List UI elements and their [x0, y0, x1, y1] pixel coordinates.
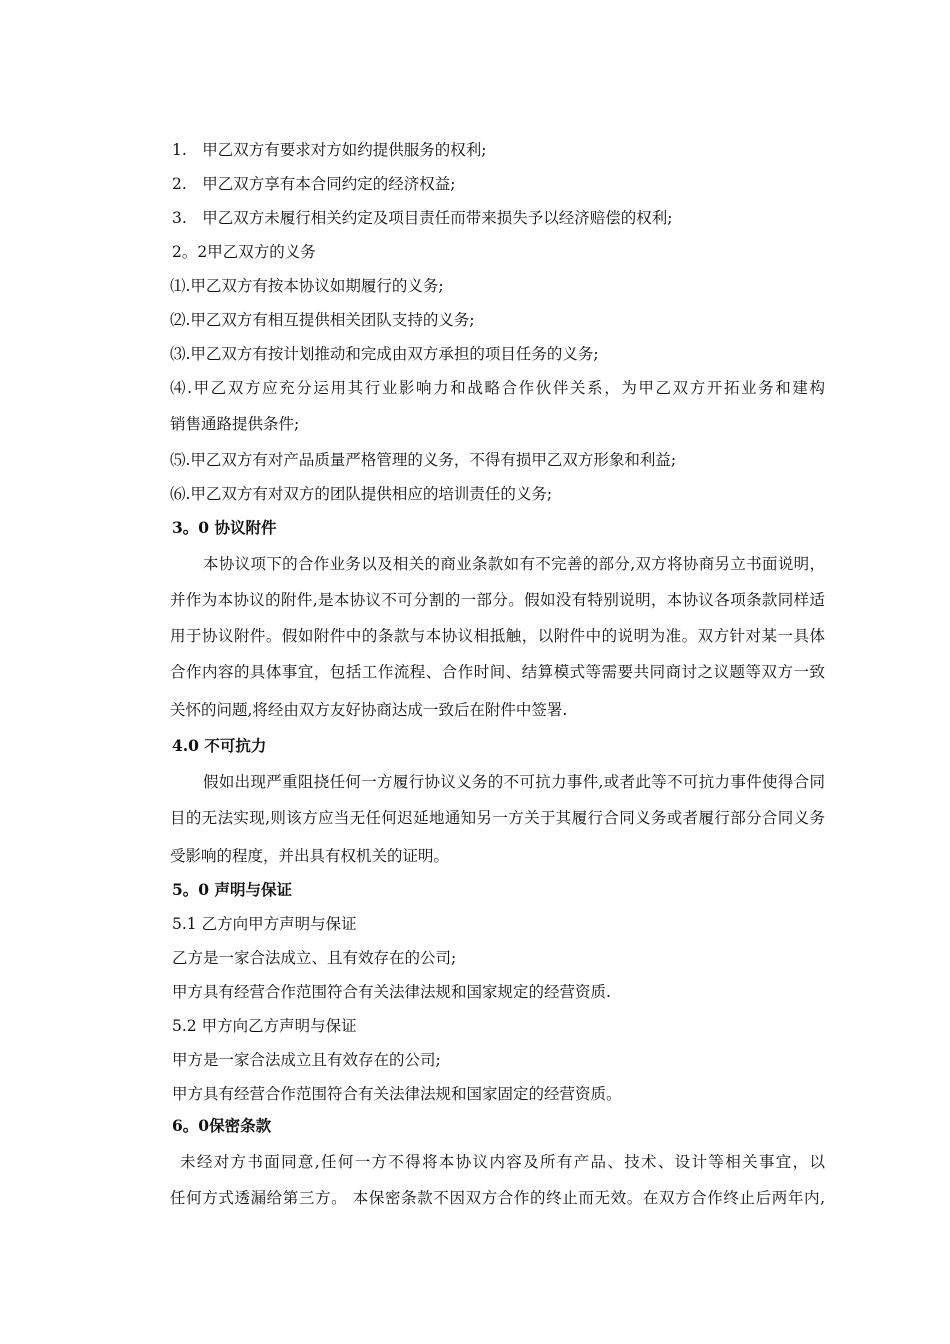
section-6-heading: 6。0保密条款: [172, 1116, 272, 1135]
section-3-line-3: 用于协议附件。假如附件中的条款与本协议相抵触，以附件中的说明为准。双方针对某一具体: [170, 627, 825, 645]
section-5-1-line-1: 乙方是一家合法成立、且有效存在的公司;: [172, 949, 457, 967]
section-3-line-4: 合作内容的具体事宜，包括工作流程、合作时间、结算模式等需要共同商讨之议题等双方一致: [170, 663, 825, 681]
duty-item-3: ⑶.甲乙双方有按计划推动和完成由双方承担的项目任务的义务;: [170, 345, 599, 363]
section-5-2-line-2: 甲方具有经营合作范围符合有关法律法规和国家固定的经营资质。: [172, 1085, 622, 1103]
duty-item-5: ⑸.甲乙双方有对产品质量严格管理的义务，不得有损甲乙双方形象和利益;: [170, 451, 677, 469]
section-4-line-3: 受影响的程度，并出具有权机关的证明。: [170, 847, 450, 865]
section-4-line-2: 目的无法实现,则该方应当无任何迟延地通知另一方关于其履行合同义务或者履行部分合同义务: [170, 809, 825, 827]
section-5-1-line-2: 甲方具有经营合作范围符合有关法律法规和国家规定的经营资质.: [172, 983, 611, 1001]
section-3-line-2: 并作为本协议的附件,是本协议不可分割的一部分。假如没有特别说明，本协议各项条款同样适: [170, 591, 825, 609]
section-4-line-1: 假如出现严重阻挠任何一方履行协议义务的不可抗力事件,或者此等不可抗力事件使得合同: [203, 773, 825, 791]
section-6-line-2: 任何方式透漏给第三方。 本保密条款不因双方合作的终止而无效。在双方合作终止后两年内,: [170, 1189, 825, 1207]
duty-item-6: ⑹.甲乙双方有对双方的团队提供相应的培训责任的义务;: [170, 485, 553, 503]
section-5-heading: 5。0 声明与保证: [172, 880, 292, 899]
duty-item-2: ⑵.甲乙双方有相互提供相关团队支持的义务;: [170, 311, 475, 329]
duty-item-4-line-1: ⑷.甲乙双方应充分运用其行业影响力和战略合作伙伴关系，为甲乙双方开拓业务和建构: [170, 379, 825, 397]
section-3-heading: 3。0 协议附件: [172, 518, 277, 537]
section-5-2-line-1: 甲方是一家合法成立且有效存在的公司;: [172, 1051, 441, 1069]
right-item-1: 1. 甲乙双方有要求对方如约提供服务的权利;: [172, 141, 487, 159]
right-item-2: 2. 甲乙双方享有本合同约定的经济权益;: [172, 175, 456, 193]
section-5-1-heading: 5.1 乙方向甲方声明与保证: [172, 915, 357, 933]
right-item-3: 3. 甲乙双方未履行相关约定及项目责任而带来损失予以经济赔偿的权利;: [172, 209, 673, 227]
section-5-2-heading: 5.2 甲方向乙方声明与保证: [172, 1017, 357, 1035]
duty-item-4-line-2: 销售通路提供条件;: [170, 415, 300, 433]
section-3-line-1: 本协议项下的合作业务以及相关的商业条款如有不完善的部分,双方将协商另立书面说明，: [203, 555, 825, 573]
duties-heading: 2。2甲乙双方的义务: [172, 243, 316, 261]
section-3-line-5: 关怀的问题,将经由双方友好协商达成一致后在附件中签署.: [170, 701, 568, 719]
section-6-line-1: 未经对方书面同意,任何一方不得将本协议内容及所有产品、技术、设计等相关事宜，以: [180, 1153, 825, 1171]
section-4-heading: 4.0 不可抗力: [172, 736, 267, 755]
duty-item-1: ⑴.甲乙双方有按本协议如期履行的义务;: [170, 277, 444, 295]
